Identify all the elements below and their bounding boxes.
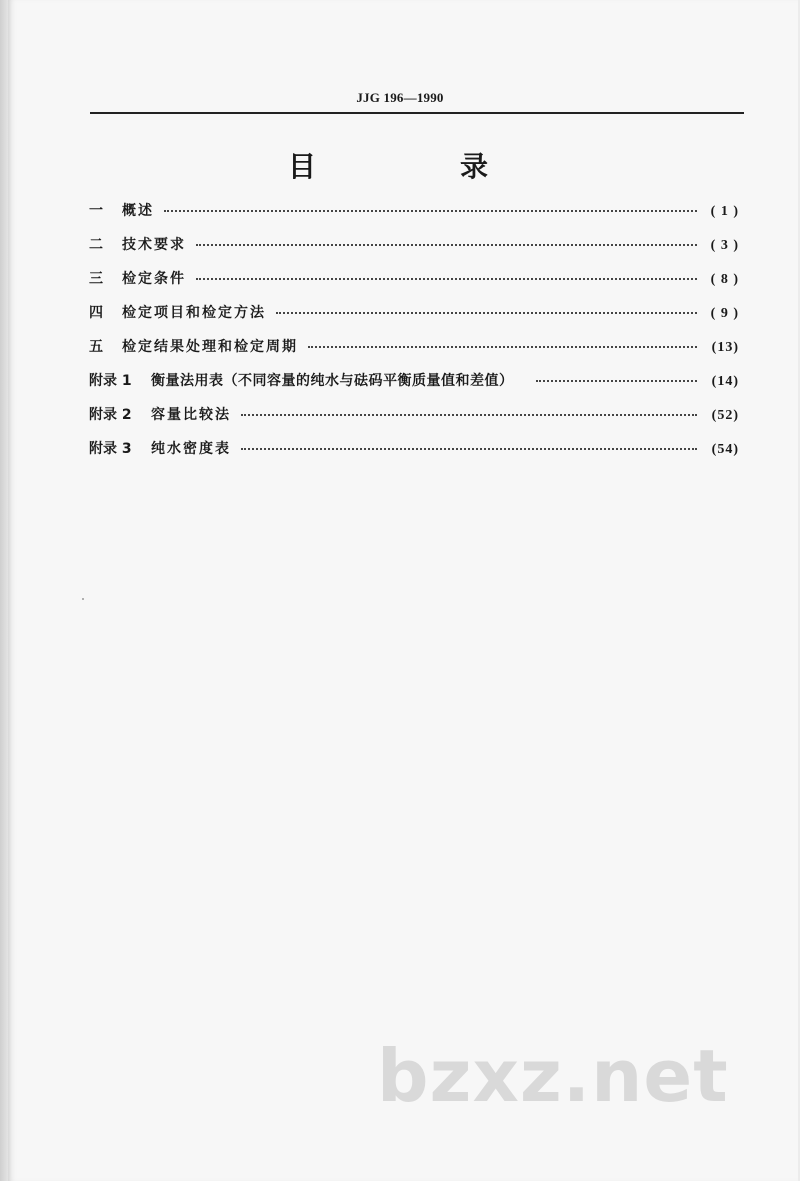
toc-entry-page: ( 3 ) [710, 238, 739, 253]
toc-entry-title: 衡量法用表（不同容量的纯水与砝码平衡质量值和差值） [151, 373, 514, 389]
toc-entry-number: 五 [89, 339, 103, 355]
dot-leader [241, 447, 697, 450]
dot-leader [241, 413, 697, 416]
toc-entry-2 [89, 234, 739, 268]
dot-leader [276, 311, 697, 314]
toc-entry-title: 检定条件 [122, 271, 186, 287]
toc-entry-title: 技术要求 [122, 237, 186, 253]
toc-title: 目 录 [287, 150, 546, 183]
toc-entry-appendix-3 [89, 438, 739, 472]
toc-entry-page: ( 9 ) [710, 306, 739, 321]
toc-entry-appendix-2 [89, 404, 739, 438]
header-rule [90, 112, 744, 114]
toc-entry-title: 容量比较法 [151, 407, 231, 423]
dot-leader [164, 209, 697, 212]
dot-leader [196, 243, 697, 246]
toc-entry-title: 检定结果处理和检定周期 [122, 339, 298, 355]
toc-entry-number: 一 [89, 203, 103, 219]
toc-entry-number: 附录 1 [89, 373, 132, 389]
standard-code: JJG 196—1990 [356, 90, 444, 105]
toc-entry-number: 附录 3 [89, 441, 132, 457]
toc-entry-1 [89, 200, 739, 234]
dot-leader [308, 345, 697, 348]
toc-entry-appendix-1 [89, 370, 739, 404]
toc-entry-number: 附录 2 [89, 407, 132, 423]
toc-entry-page: (52) [711, 408, 739, 423]
toc-entry-number: 三 [89, 271, 103, 287]
watermark: bzxz.net [377, 1034, 729, 1118]
toc-entry-title: 检定项目和检定方法 [122, 305, 266, 321]
toc-entry-page: (54) [711, 442, 739, 457]
toc-entry-4 [89, 302, 739, 336]
toc-entry-3 [89, 268, 739, 302]
toc-entry-page: (14) [711, 374, 739, 389]
toc-entry-number: 二 [89, 237, 103, 253]
toc-entry-page: (13) [711, 340, 739, 355]
toc-entry-page: ( 1 ) [710, 204, 739, 219]
toc-entry-title: 概述 [122, 203, 154, 219]
toc-entry-title: 纯水密度表 [151, 441, 231, 457]
toc-entry-5 [89, 336, 739, 370]
dot-leader [196, 277, 697, 280]
scan-speck [82, 598, 84, 600]
table-of-contents [89, 200, 739, 472]
toc-entry-number: 四 [89, 305, 103, 321]
toc-entry-page: ( 8 ) [710, 272, 739, 287]
dot-leader [536, 379, 698, 382]
